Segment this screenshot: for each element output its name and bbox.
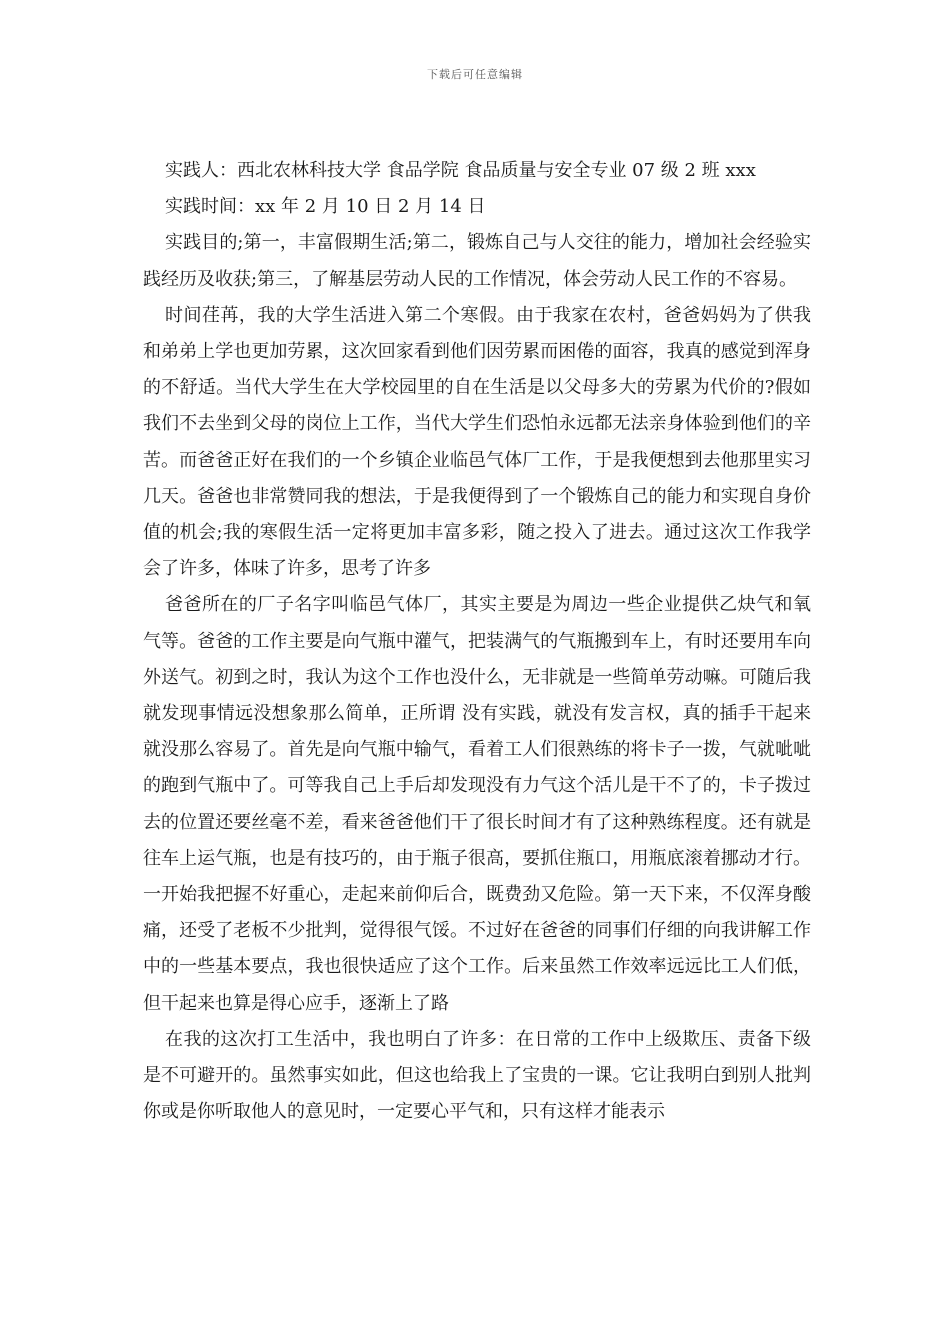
paragraph-intro: 时间荏苒，我的大学生活进入第二个寒假。由于我家在农村，爸爸妈妈为了供我和弟弟上学也更加劳累，这次回家看到他们因劳累而困倦的面容，我真的感觉到浑身的不舒适。当代大学生在大学校园里的自在生活是以父母多大的劳累为代价的?假如我们不去坐到父母的岗位上工作，当代大学生们恐怕永远都无法亲身体验到他们的辛苦。而爸爸正好在我们的一个乡镇企业临邑气体厂工作，于是我便想到去他那里实习几天。爸爸也非常赞同我的想法，于是我便得到了一个锻炼自己的能力和实现自身价值的机会;我的寒假生活一定将更加丰富多彩，随之投入了进去。通过这次工作我学会了许多，体味了许多，思考了许多 [143,304,811,580]
paragraph-lessons: 在我的这次打工生活中，我也明白了许多：在日常的工作中上级欺压、责备下级是不可避开的。虽然事实如此，但这也给我上了宝贵的一课。它让我明白到别人批判你或是你听取他人的意见时，一定要心平气和，只有这样才能表示 [143,1028,811,1123]
paragraph-purpose: 实践目的;第一，丰富假期生活;第二，锻炼自己与人交往的能力，增加社会经验实践经历及收获;第三，了解基层劳动人民的工作情况，体会劳动人民工作的不容易。 [143,232,811,290]
document-body [143,153,811,1130]
practice-time-line: 实践时间：xx 年 2 月 10 日 2 月 14 日 [165,196,486,218]
paragraph-factory-work: 爸爸所在的厂子名字叫临邑气体厂，其实主要是为周边一些企业提供乙炔气和氧气等。爸爸的工作主要是向气瓶中灌气，把装满气的气瓶搬到车上，有时还要用车向外送气。初到之时，我认为这个工作也没什么，无非就是一些简单劳动嘛。可随后我就发现事情远没想象那么简单，正所谓 没有实践，就没有发言权，真的插手干起来就没那么容易了。首先是向气瓶中输气，看着工人们很熟练的将卡子一拨，气就呲呲的跑到气瓶中了。可等我自己上手后却发现没有力气这个活儿是干不了的，卡子拨过去的位置还要丝毫不差，看来爸爸他们干了很长时间才有了这种熟练程度。还有就是往车上运气瓶，也是有技巧的，由于瓶子很高，要抓住瓶口，用瓶底滚着挪动才行。一开始我把握不好重心，走起来前仰后合，既费劲又危险。第一天下来，不仅浑身酸痛，还受了老板不少批判，觉得很气馁。不过好在爸爸的同事们仔细的向我讲解工作中的一些基本要点，我也很快适应了这个工作。后来虽然工作效率远远比工人们低，但干起来也算是得心应手，逐渐上了路 [143,594,811,1014]
practitioner-line: 实践人：西北农林科技大学 食品学院 食品质量与安全专业 07 级 2 班 xxx [165,160,756,181]
header-note: 下载后可任意编辑 [427,68,523,81]
